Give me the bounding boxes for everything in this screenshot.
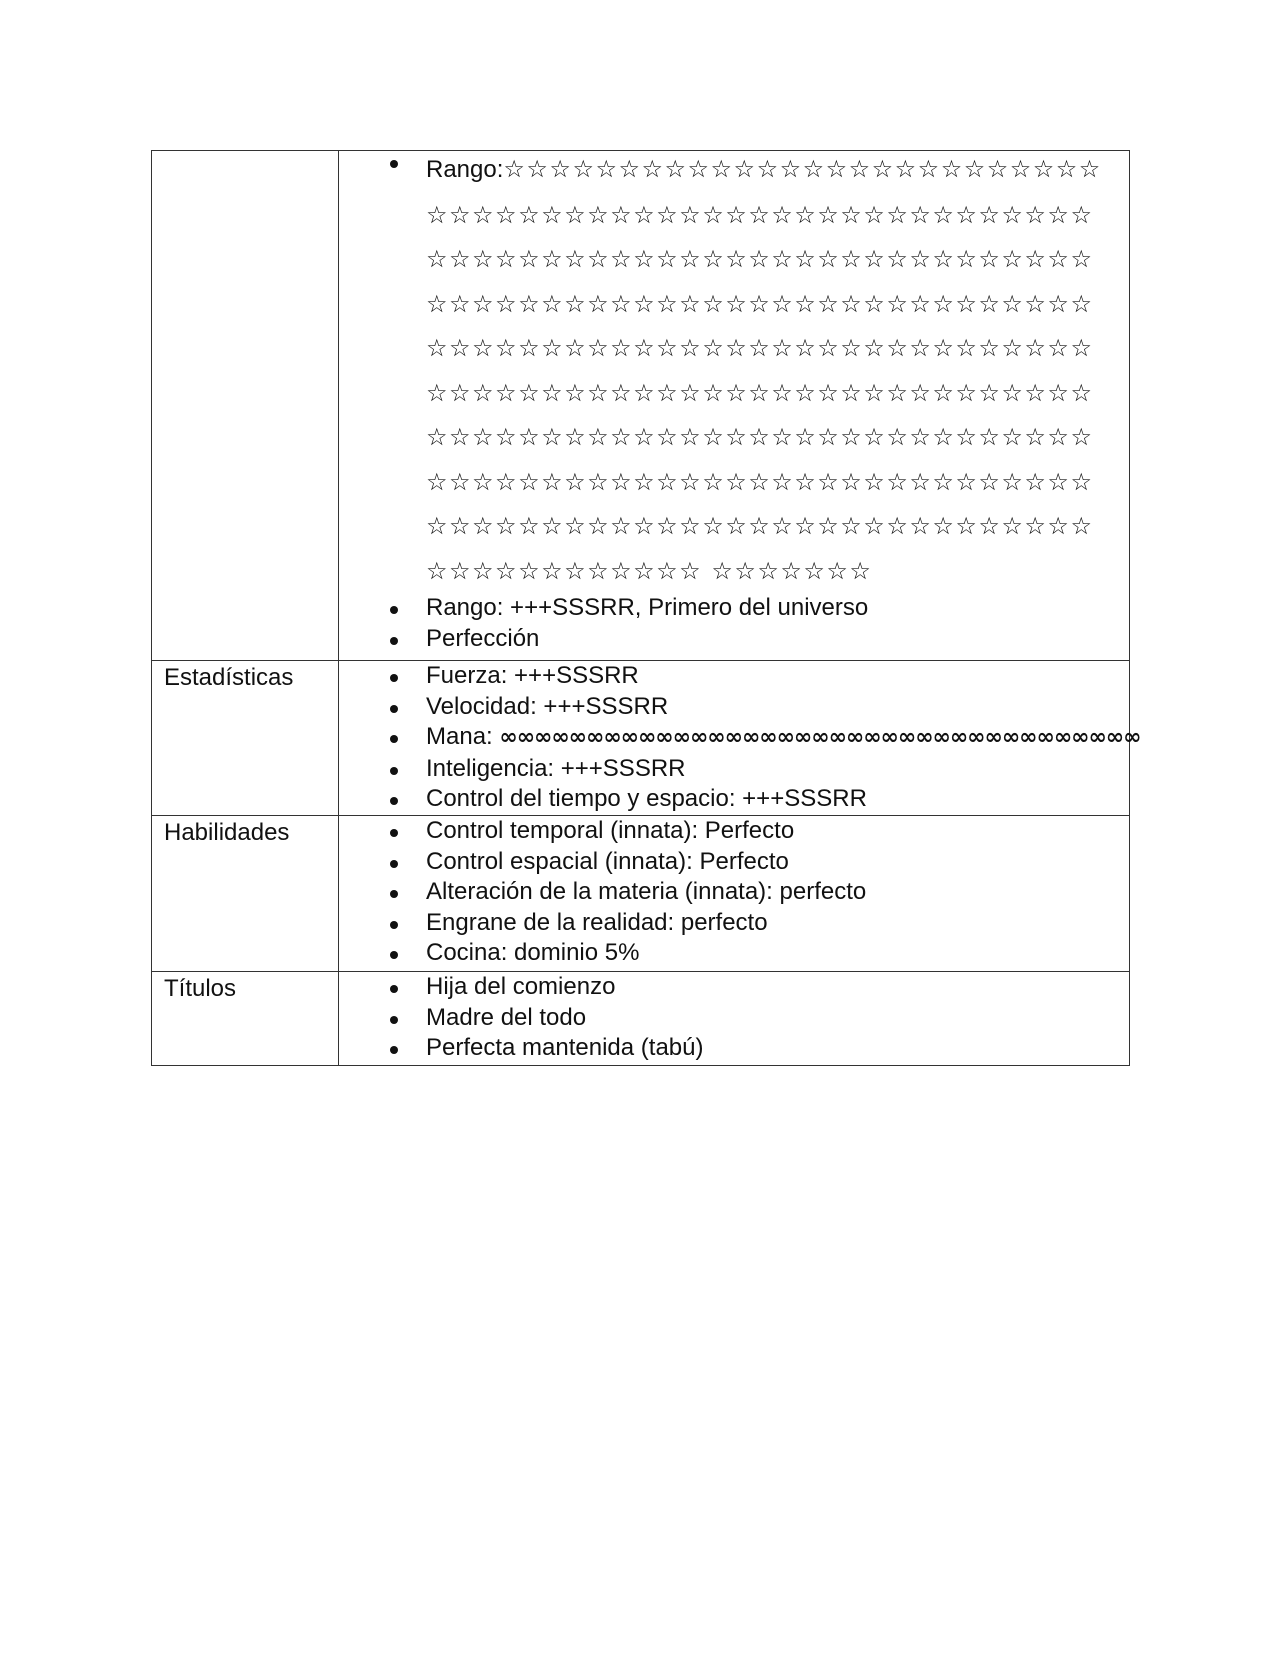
list-item: Control espacial (innata): Perfecto	[426, 847, 1129, 878]
stars-sequence: ☆☆☆☆☆☆☆☆☆☆☆☆☆☆☆☆☆☆☆☆☆☆☆☆☆☆☆☆☆☆☆☆☆☆☆☆☆☆☆☆☆☆☆☆☆☆☆☆☆☆☆☆☆☆☆☆☆☆☆☆☆☆☆☆☆☆☆☆☆☆☆☆☆☆☆☆☆☆☆☆☆☆☆☆☆☆☆☆☆☆☆☆☆☆☆☆☆☆☆☆☆☆☆☆☆☆☆☆☆☆☆☆☆☆☆☆☆☆☆☆☆☆☆☆☆☆☆☆☆☆☆☆☆☆☆☆☆☆☆☆☆☆☆☆☆☆☆☆☆☆☆☆☆☆☆☆☆☆☆☆☆☆☆☆☆☆☆☆☆☆☆☆☆☆☆☆☆☆☆☆☆☆☆☆☆☆☆☆☆☆☆☆☆☆☆☆☆☆☆☆☆☆☆☆☆☆☆☆☆☆☆☆☆☆☆☆☆☆☆☆☆☆☆☆☆☆☆☆☆☆☆☆☆☆☆☆☆☆☆☆☆☆☆☆☆☆☆☆☆☆☆☆☆☆☆☆☆☆☆☆☆☆☆☆☆☆☆☆☆☆ ☆☆☆☆☆☆☆	[426, 155, 1102, 585]
character-sheet-table	[151, 150, 1141, 1066]
list-item: Perfecta mantenida (tabú)	[426, 1033, 1129, 1064]
row-rango	[152, 151, 1130, 661]
skills-list	[339, 816, 1129, 969]
row-content	[339, 661, 1141, 816]
list-item: Rango: +++SSSRR, Primero del universo	[426, 593, 1129, 624]
list-item: Control temporal (innata): Perfecto	[426, 816, 1129, 847]
row-label: Títulos	[152, 972, 339, 1066]
mana-infinity-value: ∞∞∞∞∞∞∞∞∞∞∞∞∞∞∞∞∞∞∞∞∞∞∞∞∞∞∞∞∞∞∞∞∞∞∞∞∞	[499, 725, 1141, 750]
titles-list	[339, 972, 1129, 1064]
row-estadisticas	[152, 661, 1130, 816]
row-content	[339, 151, 1130, 661]
list-item: Engrane de la realidad: perfecto	[426, 908, 1129, 939]
list-item: Hija del comienzo	[426, 972, 1129, 1003]
row-content	[339, 816, 1130, 972]
row-label: Habilidades	[152, 816, 339, 972]
list-item: Cocina: dominio 5%	[426, 938, 1129, 969]
list-item: Velocidad: +++SSSRR	[426, 692, 1129, 723]
stats-list	[339, 661, 1141, 815]
row-label: Estadísticas	[152, 661, 339, 816]
list-item: Alteración de la materia (innata): perfecto	[426, 877, 1129, 908]
rango-list	[339, 147, 1129, 654]
list-item: Control del tiempo y espacio: +++SSSRR	[426, 784, 1129, 815]
list-item: Fuerza: +++SSSRR	[426, 661, 1129, 692]
list-item: Perfección	[426, 624, 1129, 655]
rango-label: Rango:	[426, 156, 504, 183]
list-item: Madre del todo	[426, 1003, 1129, 1034]
list-item: Inteligencia: +++SSSRR	[426, 754, 1129, 785]
row-content	[339, 972, 1130, 1066]
row-titulos	[152, 972, 1130, 1066]
row-label	[152, 151, 339, 661]
list-item-mana	[426, 722, 1141, 754]
row-habilidades	[152, 816, 1130, 972]
mana-label: Mana:	[426, 723, 500, 750]
list-item-rango-stars	[426, 147, 1129, 593]
rango-stars	[426, 147, 1116, 593]
